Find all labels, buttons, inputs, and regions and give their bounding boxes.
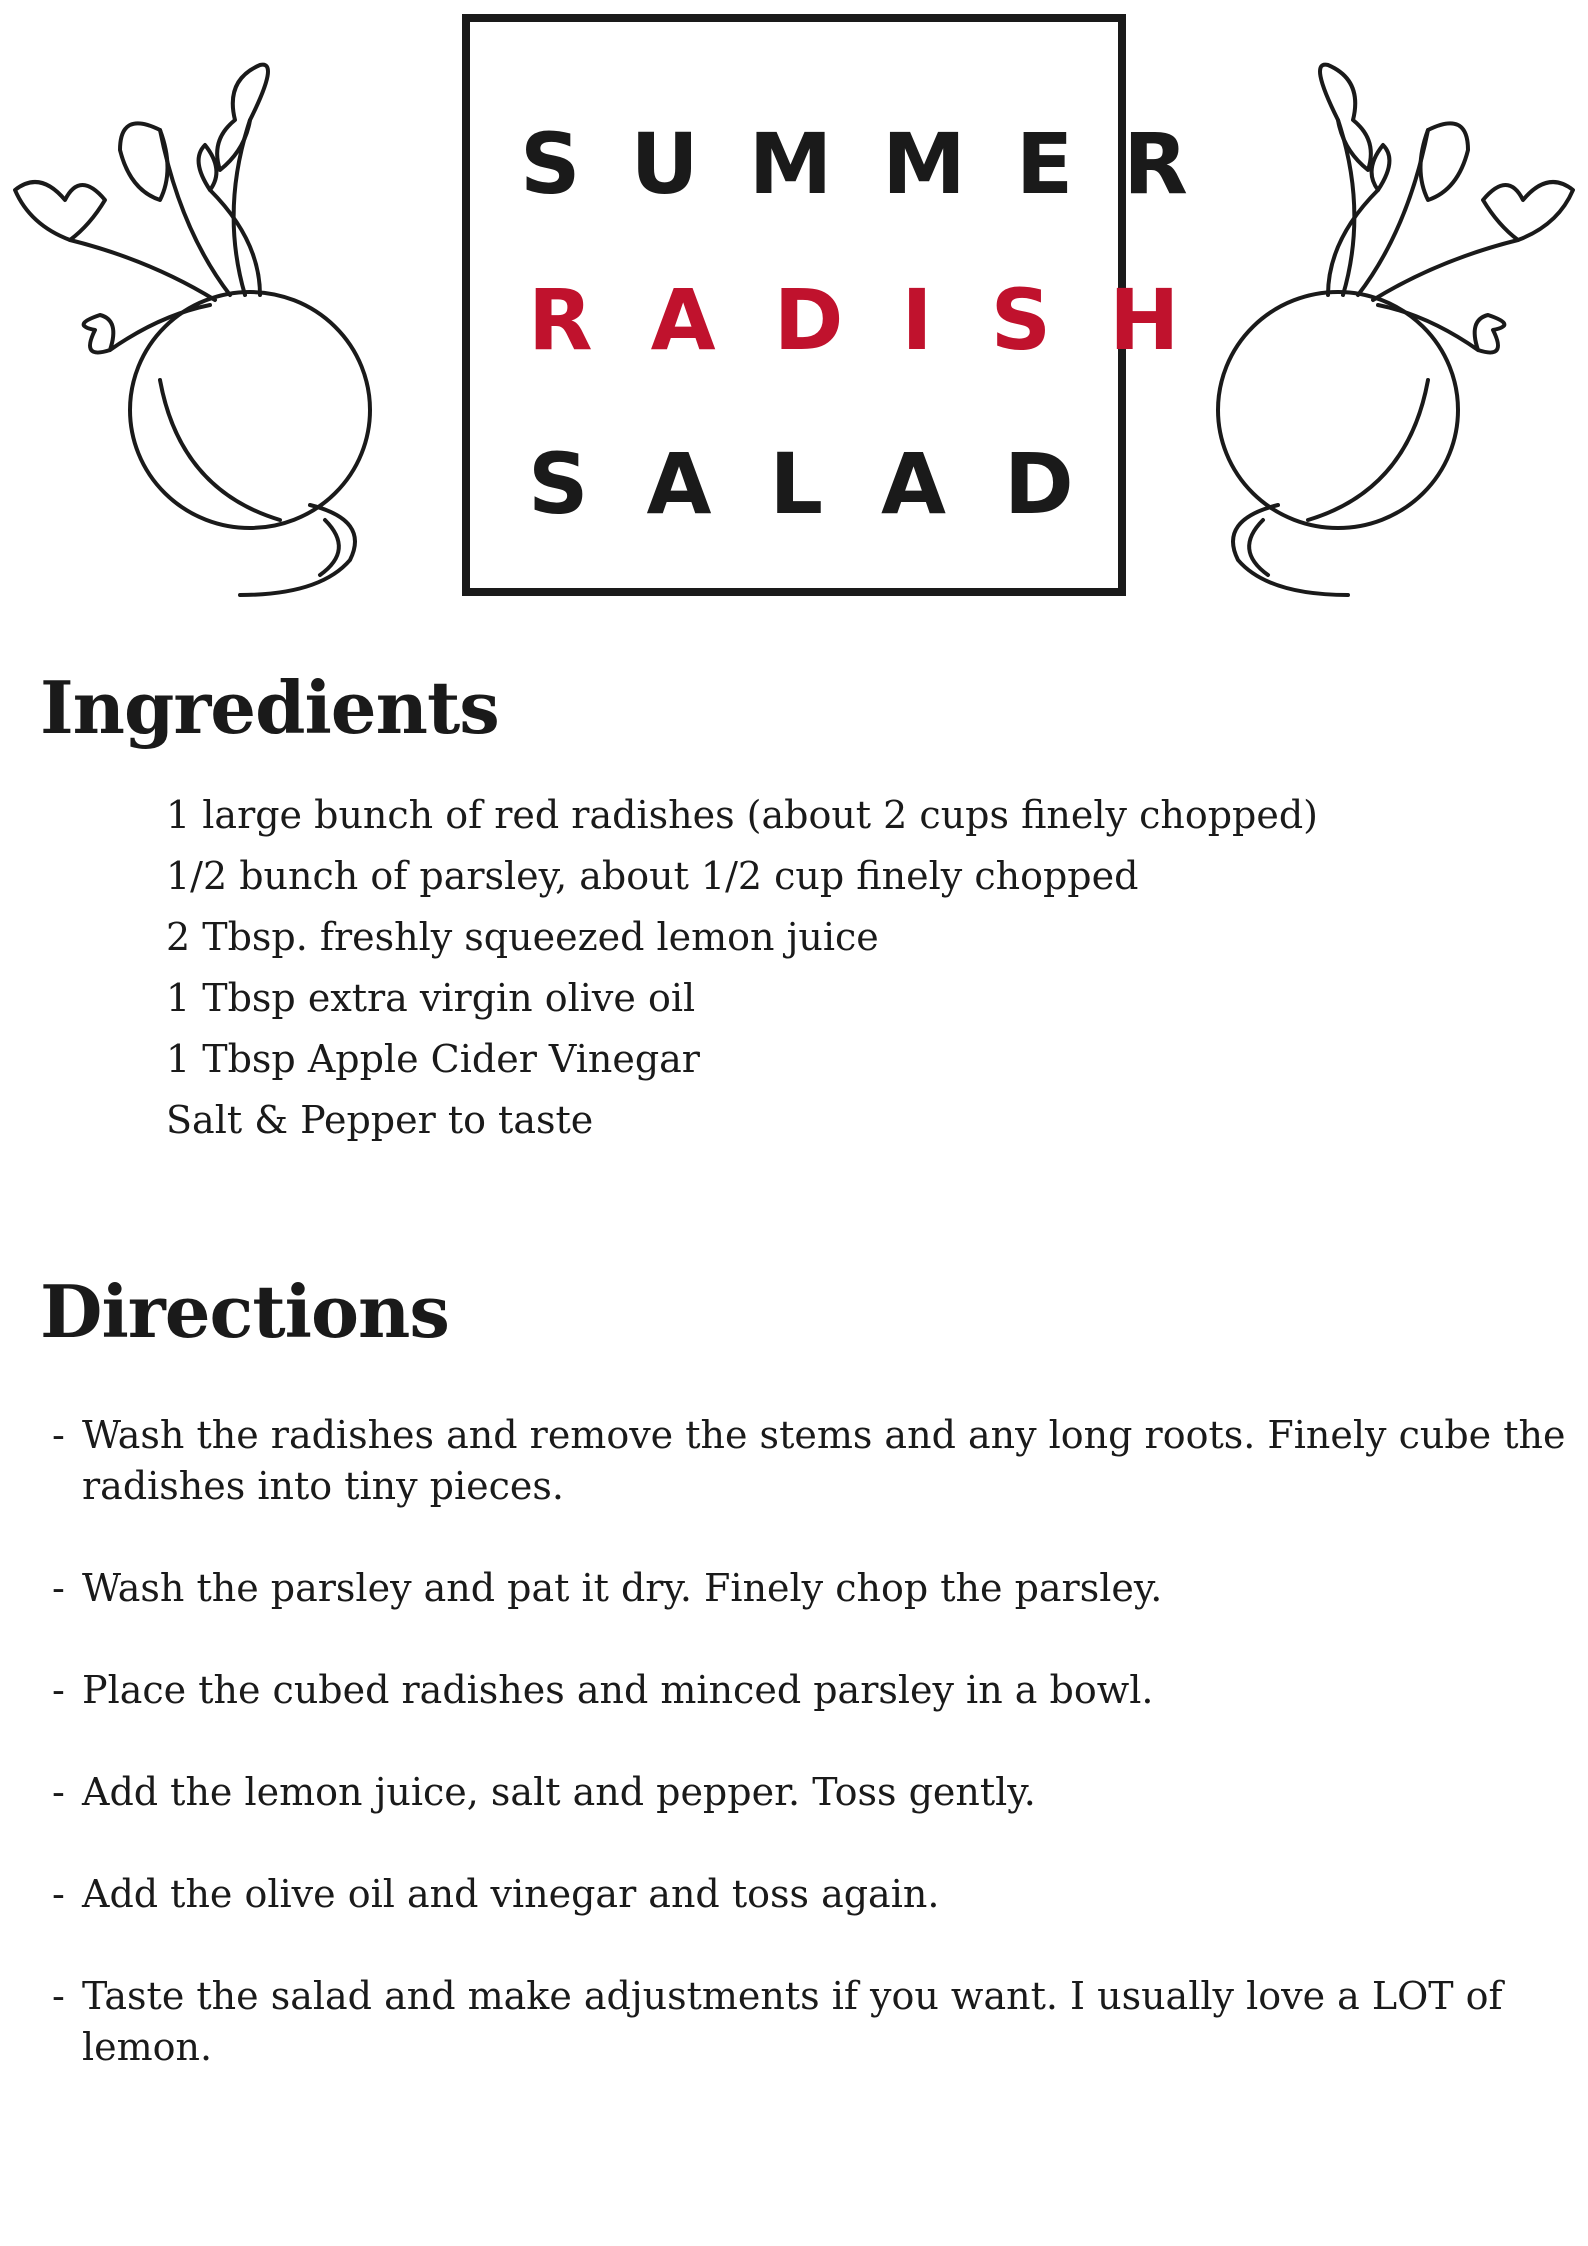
step-dash: -	[52, 1668, 65, 1712]
ingredients-list	[166, 785, 1318, 1151]
step-text: Add the lemon juice, salt and pepper. Toss gently.	[82, 1770, 1036, 1814]
title-line-salad: SALAD	[528, 435, 1132, 533]
ingredient-item: 1 Tbsp Apple Cider Vinegar	[166, 1037, 700, 1081]
radish-drawing	[10, 50, 400, 610]
ingredient-item: Salt & Pepper to taste	[166, 1098, 594, 1142]
step-text: Add the olive oil and vinegar and toss again.	[82, 1872, 940, 1916]
step-text: Wash the parsley and pat it dry. Finely chop the parsley.	[82, 1566, 1163, 1610]
ingredient-item: 1 large bunch of red radishes (about 2 cups finely chopped)	[166, 793, 1319, 837]
step-dash: -	[52, 1566, 65, 1610]
radish-drawing	[1188, 50, 1578, 610]
step-dash: -	[52, 1770, 65, 1814]
step-dash: -	[52, 1974, 65, 2018]
directions-heading: Directions	[40, 1269, 449, 1354]
ingredient-item: 1 Tbsp extra virgin olive oil	[166, 976, 696, 1020]
direction-step	[52, 1971, 1582, 2073]
ingredient-item: 1/2 bunch of parsley, about 1/2 cup finely chopped	[166, 854, 1139, 898]
step-text: Place the cubed radishes and minced parsley in a bowl.	[82, 1668, 1154, 1712]
radish-illustration-right	[1188, 50, 1578, 610]
direction-step	[52, 1767, 1582, 1818]
step-dash: -	[52, 1872, 65, 1916]
title-line-summer: SUMMER	[520, 115, 1238, 213]
direction-step	[52, 1410, 1582, 1512]
direction-step	[52, 1563, 1582, 1614]
ingredient-item: 2 Tbsp. freshly squeezed lemon juice	[166, 915, 879, 959]
title-line-radish: RADISH	[528, 271, 1238, 369]
title-box	[462, 14, 1238, 596]
step-text: Taste the salad and make adjustments if you want. I usually love a LOT of lemon.	[82, 1974, 1503, 2069]
step-dash: -	[52, 1413, 65, 1457]
radish-illustration-left	[10, 50, 400, 610]
direction-step	[52, 1665, 1582, 1716]
ingredients-heading: Ingredients	[40, 665, 499, 750]
directions-list	[52, 1410, 1582, 2124]
step-text: Wash the radishes and remove the stems and any long roots. Finely cube the radishes into tiny pieces.	[82, 1413, 1566, 1508]
direction-step	[52, 1869, 1582, 1920]
